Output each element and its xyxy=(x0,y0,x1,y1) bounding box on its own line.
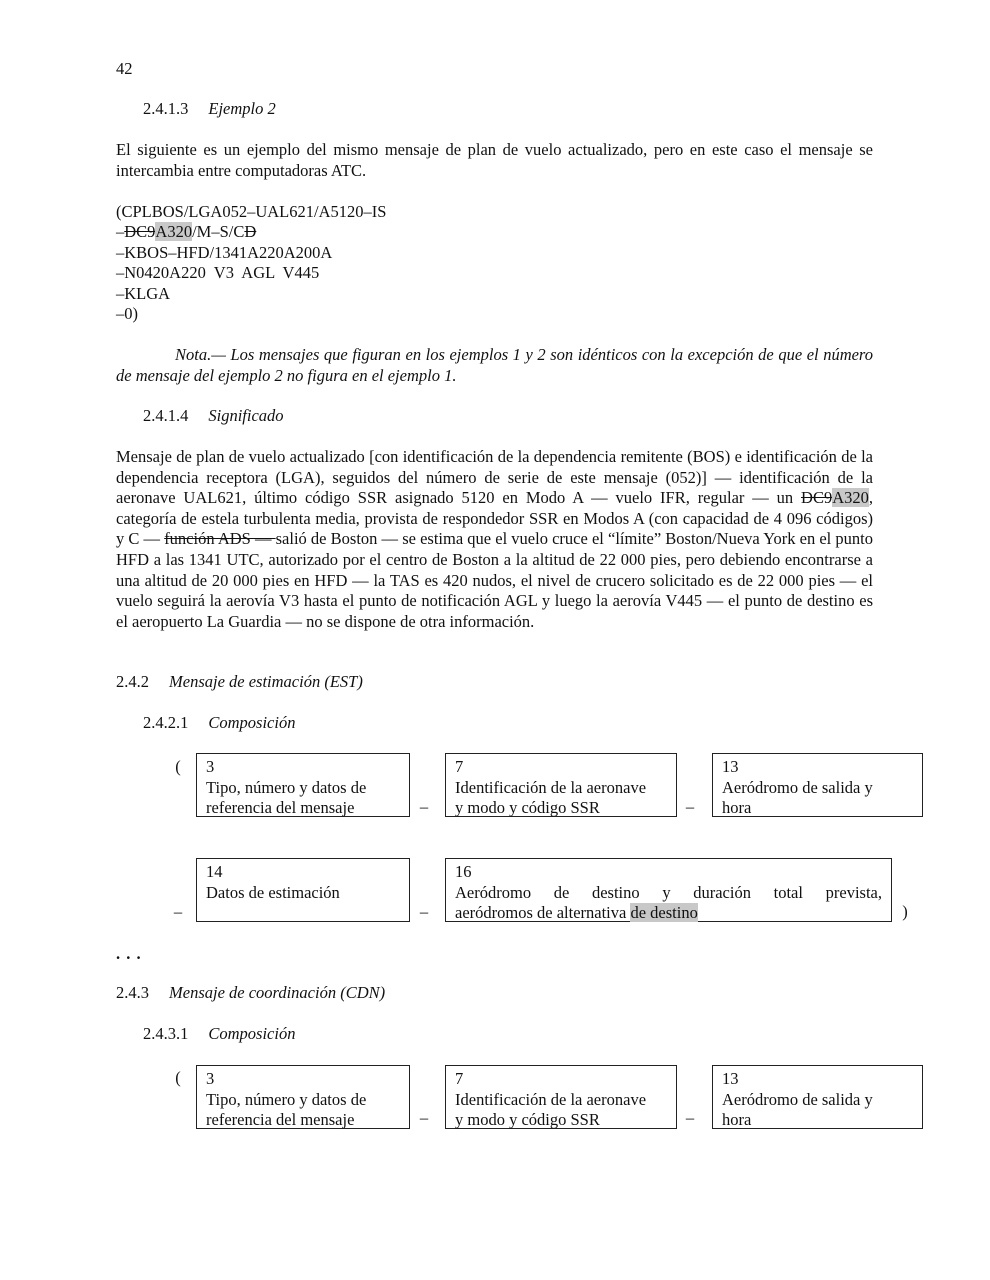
section-number: 2.4.3 xyxy=(116,983,149,1002)
field-number: 13 xyxy=(722,1069,739,1088)
section-number: 2.4.1.3 xyxy=(143,99,189,118)
close-parenthesis: ) xyxy=(902,902,908,921)
field-box-14 xyxy=(196,858,410,922)
inserted-text: A320 xyxy=(155,222,193,241)
section-heading-2414 xyxy=(143,406,284,426)
section-number: 2.4.1.4 xyxy=(143,406,189,425)
field-box-7 xyxy=(445,1065,677,1129)
field-separator: – xyxy=(419,902,429,921)
open-parenthesis: ( xyxy=(175,1068,181,1087)
field-separator: – xyxy=(419,1108,429,1127)
field-box-16 xyxy=(445,858,892,922)
field-label: y modo y código SSR xyxy=(455,1110,600,1129)
deleted-text: DC9 xyxy=(124,222,156,241)
section-number: 2.4.2 xyxy=(116,672,149,691)
field-label: Identificación de la aeronave xyxy=(455,1089,647,1109)
field-label: y modo y código SSR xyxy=(455,798,600,817)
field-number: 7 xyxy=(455,1069,464,1088)
field-number: 3 xyxy=(206,757,215,776)
message-line-2: –DC9A320/M–S/CD xyxy=(116,222,257,241)
field-number: 14 xyxy=(206,862,223,881)
field-label: Tipo, número y datos de xyxy=(206,1089,367,1109)
field-box-3 xyxy=(196,753,410,817)
field-box-13 xyxy=(712,1065,923,1129)
message-line-1: (CPLBOS/LGA052–UAL621/A5120–IS xyxy=(116,202,387,221)
ellipsis: . . . xyxy=(116,944,142,963)
message-line-3: –KBOS–HFD/1341A220A200A xyxy=(116,243,333,262)
field-number: 16 xyxy=(455,862,472,881)
message-line-4: –N0420A220 V3 AGL V445 xyxy=(116,263,320,282)
field-separator: – xyxy=(685,797,695,816)
field-label: referencia del mensaje xyxy=(206,798,355,817)
deleted-text: DC9 xyxy=(801,488,833,508)
field-label: hora xyxy=(722,798,752,817)
section-heading-2421 xyxy=(143,713,295,733)
field-separator: – xyxy=(419,797,429,816)
field-label: Aeródromo de salida y xyxy=(722,1089,873,1109)
section-heading-242 xyxy=(116,672,363,692)
section-title: Significado xyxy=(208,406,284,425)
field-label: Tipo, número y datos de xyxy=(206,777,367,797)
field-box-7 xyxy=(445,753,677,817)
field-label: Datos de estimación xyxy=(206,882,340,902)
field-box-13 xyxy=(712,753,923,817)
message-line-5: –KLGA xyxy=(116,284,171,303)
field-label: hora xyxy=(722,1110,752,1129)
field-number: 3 xyxy=(206,1069,215,1088)
section-title: Ejemplo 2 xyxy=(208,99,276,118)
message-line-6: –0) xyxy=(116,304,138,323)
section-heading-2431 xyxy=(143,1024,295,1044)
field-label: aeródromos de alternativa de destino xyxy=(455,903,698,922)
open-parenthesis: ( xyxy=(175,757,181,776)
field-label: Identificación de la aeronave xyxy=(455,777,647,797)
field-separator: – xyxy=(173,902,183,921)
field-label: Aeródromo de salida y xyxy=(722,777,873,797)
intro-paragraph: El siguiente es un ejemplo del mismo mensaje de plan de vuelo actualizado, pero en este caso el mensaje se intercambia entre computadoras ATC. xyxy=(116,140,873,180)
significado-paragraph: Mensaje de plan de vuelo actualizado [con identificación de la dependencia remitente (BOS) e identificación de la dependencia receptora (LGA), seguidos del número de serie de este mensaje (052)] — identificación de la aeronave UAL621, último código SSR asignado 5120 en Modo A — vuelo IFR, regular — un DC9A320, categoría de estela turbulenta media, provista de respondedor SSR en Modos A (con capacidad de 4 096 códigos) y C — función ADS — salió de Boston — se estima que el vuelo cruce el “límite” Boston/Nueva York en el punto HFD a las 1341 UTC, autorizado por el centro de Boston a la altitud de 22 000 pies, pero debiendo encontrarse a una altitud de 20 000 pies en HFD — la TAS es 420 nudos, el nivel de crucero solicitado es de 22 000 pies — el vuelo seguirá la aerovía V3 hasta el punto de notificación AGL y luego la aerovía V445 — el punto de destino es el aeropuerto La Guardia — no se dispone de otra información. xyxy=(116,447,873,631)
section-heading-2413 xyxy=(143,99,276,119)
section-heading-243 xyxy=(116,983,385,1003)
field-separator: – xyxy=(685,1108,695,1127)
deleted-text: función ADS — xyxy=(164,529,276,549)
field-label: referencia del mensaje xyxy=(206,1110,355,1129)
inserted-text: A320 xyxy=(832,488,869,508)
inserted-text: de destino xyxy=(630,903,698,922)
section-title: Mensaje de estimación (EST) xyxy=(169,672,363,691)
section-title: Mensaje de coordinación (CDN) xyxy=(169,983,386,1002)
note-paragraph: Nota.— Los mensajes que figuran en los ejemplos 1 y 2 son idénticos con la excepción de que el número de mensaje del ejemplo 2 no figura en el ejemplo 1. xyxy=(116,345,873,385)
section-title: Composición xyxy=(208,1024,296,1043)
deleted-text: D xyxy=(244,222,257,241)
field-number: 13 xyxy=(722,757,739,776)
field-number: 7 xyxy=(455,757,464,776)
field-box-3 xyxy=(196,1065,410,1129)
field-label: Aeródromo de destino y duración total prevista, xyxy=(455,882,882,902)
section-title: Composición xyxy=(208,713,296,732)
section-number: 2.4.2.1 xyxy=(143,713,189,732)
page-number: 42 xyxy=(116,59,133,78)
section-number: 2.4.3.1 xyxy=(143,1024,189,1043)
